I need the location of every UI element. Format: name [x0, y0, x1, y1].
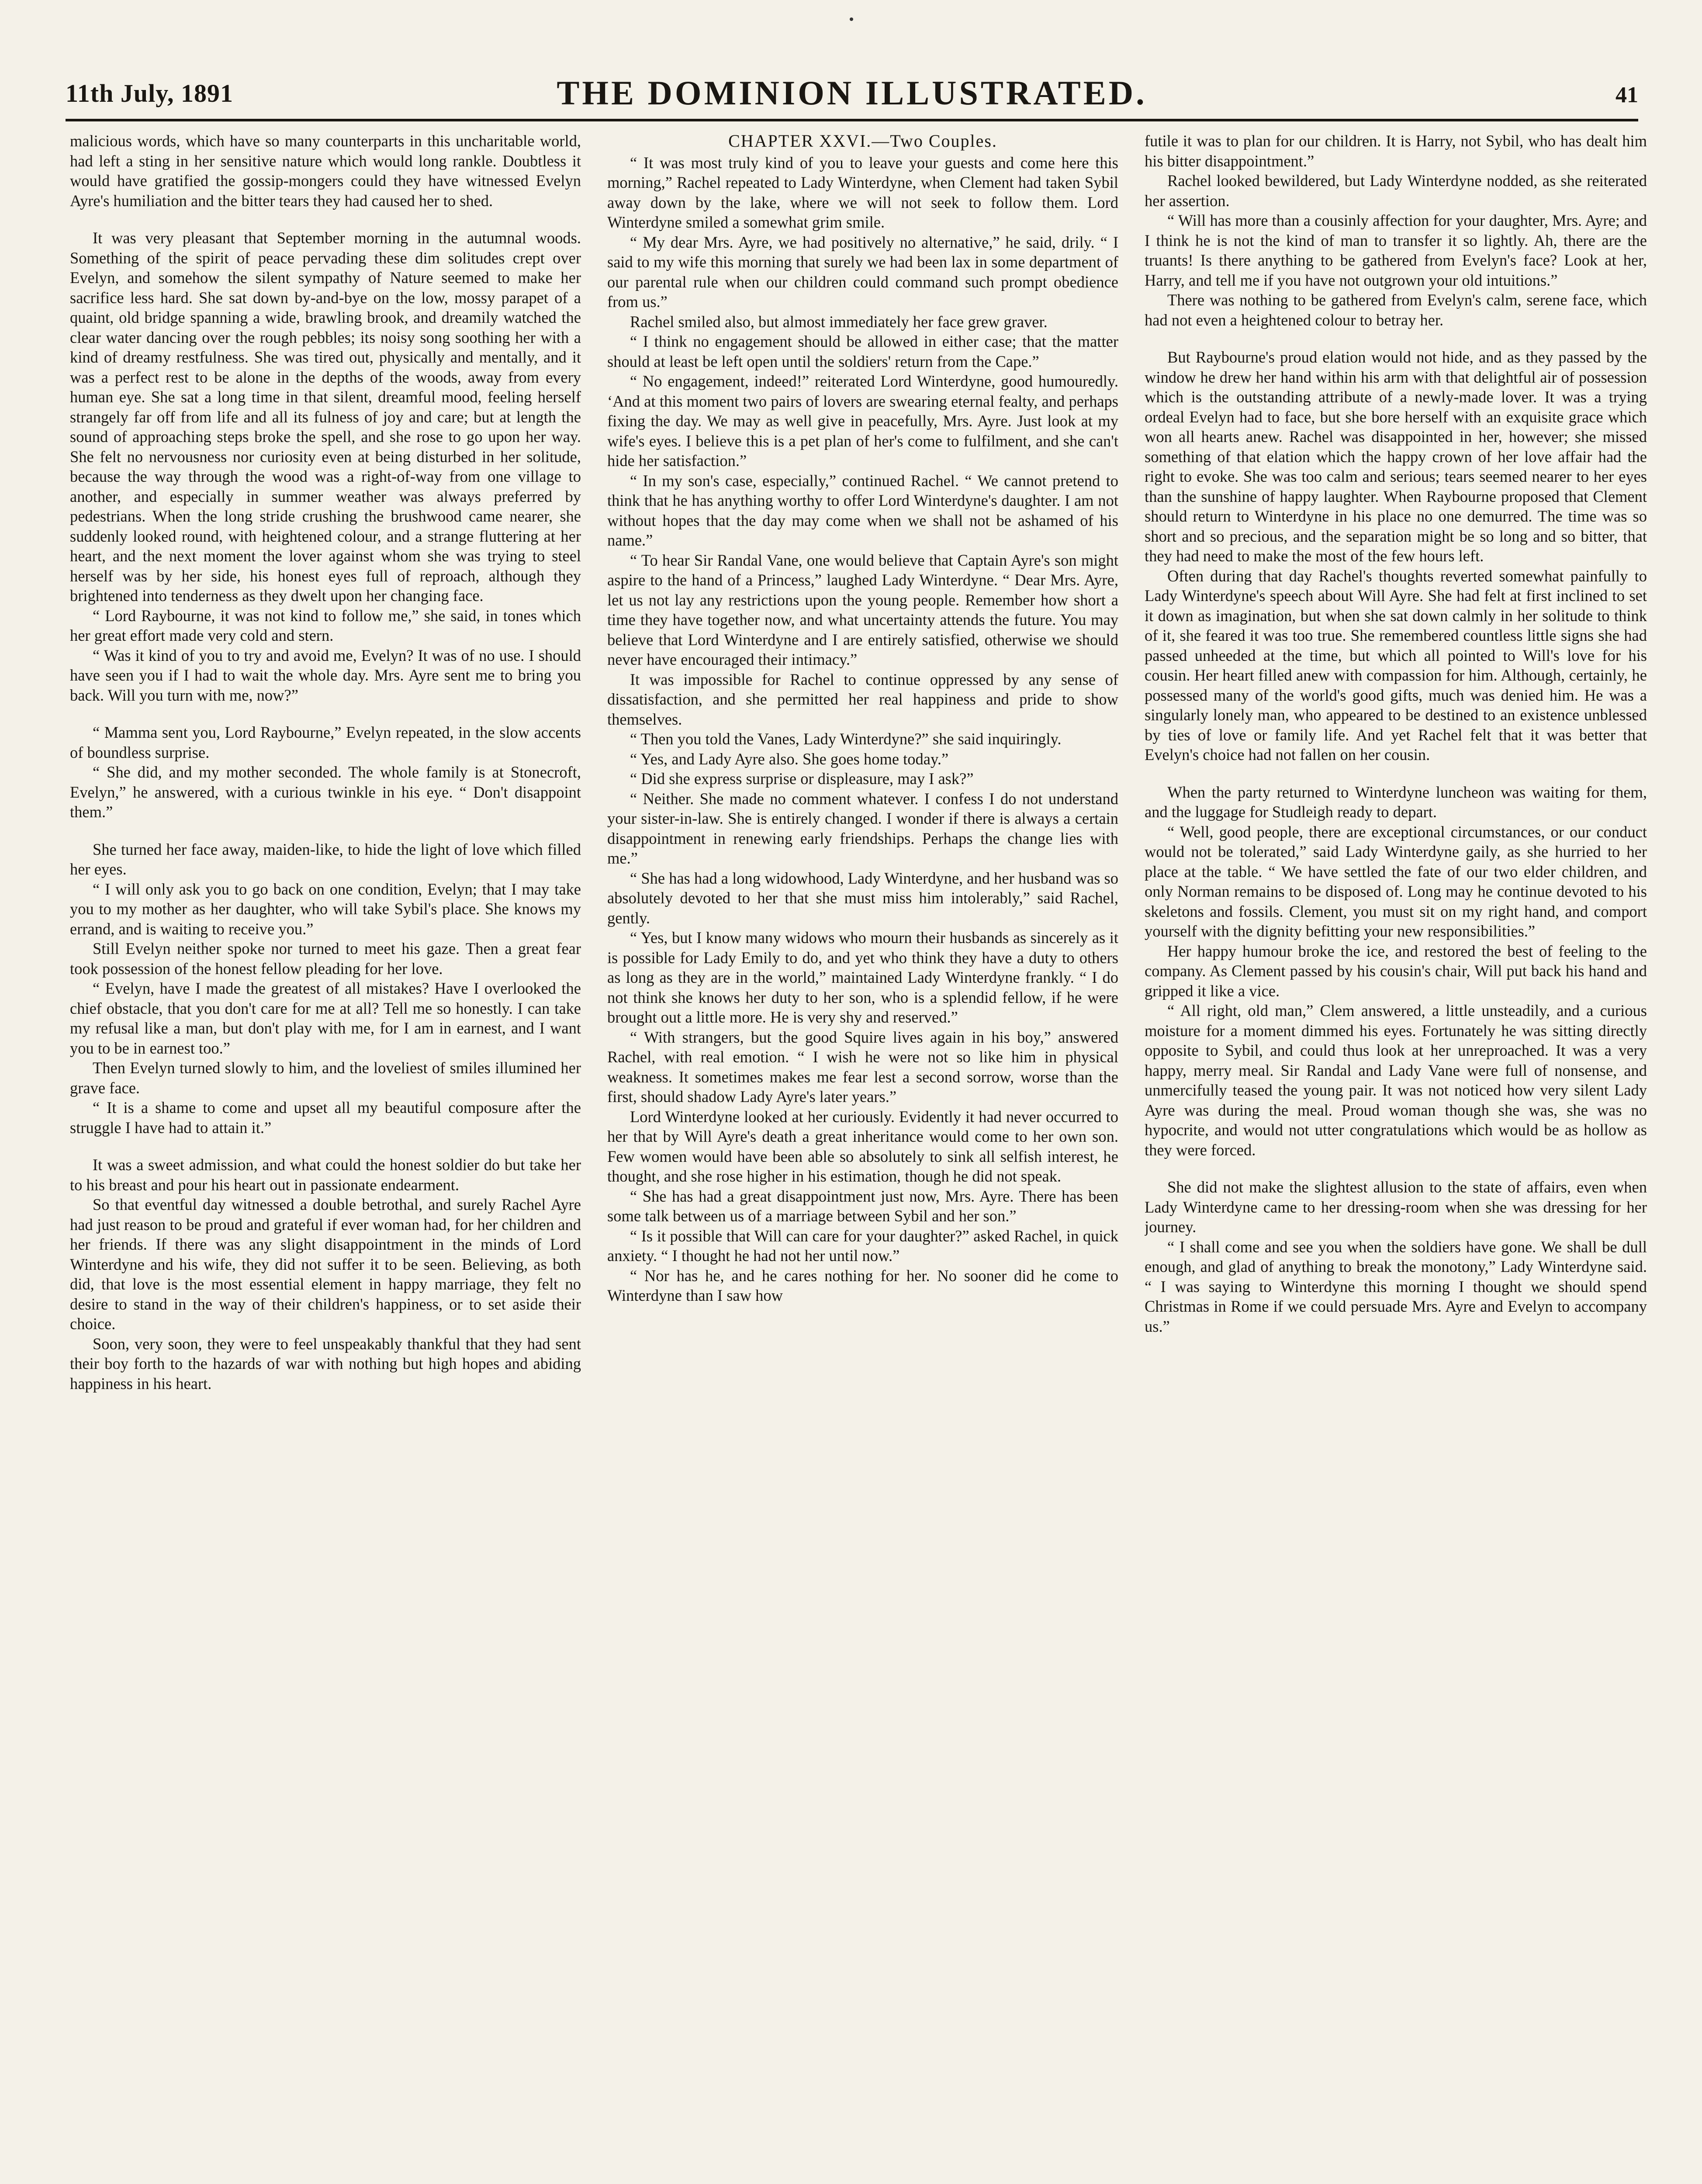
paragraph: “ She has had a long widowhood, Lady Winterdyne, and her husband was so absolutely devoted to her that she must miss him intolerably,” said Rachel, gently. — [607, 869, 1118, 927]
paragraph: “ All right, old man,” Clem answered, a little unsteadily, and a curious moisture for a moment dimmed his eyes. Fortunately he was sitting directly opposite to Sybil, and could thus look at her unreproached. It was a very happy, merry meal. Sir Randal and Lady Vane were full of nonsense, and unmercifully teased the young pair. It was not noticed how very silent Lady Ayre was during the meal. Proud woman though she was, she was no hypocrite, and would not utter congratulations which would be as hollow as they were forced. — [1145, 1002, 1647, 1159]
paragraph: “ Did she express surprise or displeasure, may I ask?” — [630, 770, 974, 788]
paragraph: Her happy humour broke the ice, and restored the best of feeling to the company. As Clement passed by his cousin's chair, Will put back his hand and gripped it like a vice. — [1145, 942, 1647, 1000]
paragraph: “ Will has more than a cousinly affection for your daughter, Mrs. Ayre; and I think he is not the kind of man to transfer it so lightly. Ah, there are the truants! Is there anything to be gathered from Evelyn's face? Look at her, Harry, and tell me if you have not outgrown your old intuitions.” — [1145, 211, 1647, 289]
paragraph: “ Was it kind of you to try and avoid me, Evelyn? It was of no use. I should have seen you if I had to wait the whole day. Mrs. Ayre sent me to bring you back. Will you turn with me, now?” — [70, 646, 581, 704]
paragraph: “ Yes, but I know many widows who mourn their husbands as sincerely as it is possible for Lady Emily to do, and yet who think they have a duty to others as long as they are in the world,” maintained Lady Winterdyne frankly. “ I do not think she knows her duty to her son, who is a splendid fellow, if he were brought out a little more. He is very shy and reserved.” — [607, 929, 1118, 1026]
paragraph: She did not make the slightest allusion to the state of affairs, even when Lady Winterdyne came to her dressing-room when she was dressing for her journey. — [1145, 1178, 1647, 1236]
paragraph: futile it was to plan for our children. It is Harry, not Sybil, who has dealt him his bitter disappointment.” — [1145, 132, 1647, 170]
paragraph: “ It was most truly kind of you to leave your guests and come here this morning,” Rachel repeated to Lady Winterdyne, when Clement had taken Sybil away down by the lake, where we will not seek to follow them. Lord Winterdyne smiled a somewhat grim smile. — [607, 153, 1118, 231]
paragraph: But Raybourne's proud elation would not hide, and as they passed by the window he drew her hand within his arm with that delightful air of possession which is the outstanding attribute of a newly-made lover. It was a trying ordeal Evelyn had to face, but she bore herself with an exquisite grace which won all hearts anew. Rachel was disappointed in her, however; she missed something of that elation which the happy crown of her love affair had the right to evoke. She was too calm and serious; tears seemed nearer to her eyes than the sunshine of happy laughter. When Raybourne proposed that Clement should return to Winterdyne in his place no one demurred. The time was so short and so precious, and the separation might be so long and so bitter, that they had need to make the most of the few hours left. — [1145, 348, 1647, 565]
chapter-heading: CHAPTER XXVI.—Two Couples. — [728, 131, 997, 151]
paragraph: “ She did, and my mother seconded. The whole family is at Stonecroft, Evelyn,” he answered, with a curious twinkle in his eye. “ Don't disappoint them.” — [70, 763, 581, 821]
paragraph: Lord Winterdyne looked at her curiously. Evidently it had never occurred to her that by Will Ayre's death a great inheritance would come to her own son. Few women would have been able so absolutely to sink all selfish interest, he thought, and she rose higher in his estimation, though he did not speak. — [607, 1107, 1118, 1185]
publication-title: THE DOMINION ILLUSTRATED. — [557, 74, 1147, 112]
paragraph: So that eventful day witnessed a double betrothal, and surely Rachel Ayre had just reason to be proud and grateful if ever woman had, for her children and her friends. If there was any slight disappointment in the minds of Lord Winterdyne and his wife, they did not suffer it to be seen. Believing, as both did, that love is the most essential element in happy marriage, they felt no desire to stand in the way of their children's happiness, or to set aside their choice. — [70, 1196, 581, 1333]
paragraph: “ To hear Sir Randal Vane, one would believe that Captain Ayre's son might aspire to the hand of a Princess,” laughed Lady Winterdyne. “ Dear Mrs. Ayre, let us not lay any restrictions upon the young people. Remember how short a time they have together now, and what uncertainty attends the future. You may believe that Lord Winterdyne and I are entirely satisfied, otherwise we should never have encouraged their intimacy.” — [607, 551, 1118, 668]
paragraph: It was a sweet admission, and what could the honest soldier do but take her to his breast and pour his heart out in passionate endearment. — [70, 1156, 581, 1194]
paragraph: “ Yes, and Lady Ayre also. She goes home today.” — [630, 750, 949, 768]
paragraph: malicious words, which have so many counterparts in this uncharitable world, had left a sting in her sensitive nature which would long rankle. Doubtless it would have gratified the gossip-mongers could they have witnessed Evelyn Ayre's humiliation and the bitter tears they had caused her to shed. — [70, 132, 581, 210]
paragraph: When the party returned to Winterdyne luncheon was waiting for them, and the luggage for Studleigh ready to depart. — [1145, 783, 1647, 821]
paragraph: Then Evelyn turned slowly to him, and the loveliest of smiles illumined her grave face. — [70, 1059, 581, 1097]
paragraph: “ Mamma sent you, Lord Raybourne,” Evelyn repeated, in the slow accents of boundless surprise. — [70, 723, 581, 761]
paragraph: Often during that day Rachel's thoughts reverted somewhat painfully to Lady Winterdyne's speech about Will Ayre. She had felt at first inclined to set it down as imagination, but when she sat down calmly in her solitude to think of it, she feared it was too true. She remembered countless little signs she had passed unheeded at the time, but which all pointed to Will's love for his cousin. Her heart filled anew with compassion for him. Although, certainly, he possessed many of the world's good gifts, much was denied him. He was a singularly lonely man, who appeared to be destined to an existence unblessed by ties of love or family life. And yet Rachel felt that it was better that Evelyn's choice had not fallen on her cousin. — [1145, 567, 1647, 764]
paragraph: “ Evelyn, have I made the greatest of all mistakes? Have I overlooked the chief obstacle, that you don't care for me at all? Tell me so honestly. I can take my refusal like a man, but don't play with me, for I am in earnest, and I want you to be in earnest too.” — [70, 979, 581, 1057]
paragraph: “ Nor has he, and he cares nothing for her. No sooner did he come to Winterdyne than I saw how — [607, 1266, 1118, 1304]
paragraph: “ It is a shame to come and upset all my beautiful composure after the struggle I have had to attain it.” — [70, 1099, 581, 1137]
text-column-3 — [1145, 131, 1647, 2184]
paragraph: “ No engagement, indeed!” reiterated Lord Winterdyne, good humouredly. ‘And at this moment two pairs of lovers are swearing eternal fealty, and perhaps fixing the day. We may as well give in peacefully, Mrs. Ayre. Just look at my wife's eyes. I believe this is a pet plan of her's come to fulfilment, and she can't hide her satisfaction.” — [607, 372, 1118, 470]
paragraph: “ Well, good people, there are exceptional circumstances, or our conduct would not be tolerated,” said Lady Winterdyne gaily, as she hurried to her place at the table. “ We have settled the fate of our two elder children, and only Norman remains to be disposed of. Long may he continue devoted to his skeletons and fossils. Clement, you must sit on my right hand, and comport yourself with the dignity befitting your new responsibilities.” — [1145, 822, 1647, 940]
paragraph: “ I shall come and see you when the soldiers have gone. We shall be dull enough, and glad of anything to break the monotony,” Lady Winterdyne said. “ I was saying to Winterdyne this morning I thought we should spend Christmas in Rome if we could persuade Mrs. Ayre and Evelyn to accompany us.” — [1145, 1237, 1647, 1335]
paragraph: She turned her face away, maiden-like, to hide the light of love which filled her eyes. — [70, 840, 581, 878]
text-column-2 — [607, 131, 1118, 2184]
paragraph: “ I will only ask you to go back on one condition, Evelyn; that I may take you to my mother as her daughter, who will take Sybil's place. She knows my errand, and is waiting to receive you.” — [70, 880, 581, 938]
paragraph: It was impossible for Rachel to continue oppressed by any sense of dissatisfaction, and she permitted her real happiness and pride to show themselves. — [607, 670, 1118, 728]
paragraph: “ Lord Raybourne, it was not kind to follow me,” she said, in tones which her great effort made very cold and stern. — [70, 606, 581, 644]
paragraph: “ In my son's case, especially,” continued Rachel. “ We cannot pretend to think that he has anything worthy to offer Lord Winterdyne's daughter. I am not without hopes that the day may come when we shall not be ashamed of his name.” — [607, 471, 1118, 549]
paragraph: There was nothing to be gathered from Evelyn's calm, serene face, which had not even a heightened colour to betray her. — [1145, 291, 1647, 329]
paragraph: “ Is it possible that Will can care for your daughter?” asked Rachel, in quick anxiety. “ I thought he had not her until now.” — [607, 1227, 1118, 1265]
paragraph: It was very pleasant that September morning in the autumnal woods. Something of the spirit of peace pervading these dim solitudes crept over Evelyn, and somehow the silent sympathy of Nature seemed to make her sacrifice less hard. She sat down by-and-bye on the low, mossy parapet of a quaint, old bridge spanning a wide, brawling brook, and dreamily watched the clear water dancing over the rough pebbles; its noisy song soothing her with a kind of dreamy restfulness. She was tired out, physically and mentally, and it was a perfect rest to be alone in the depths of the woods, away from every human eye. She sat a long time in that silent, dreamful mood, feeling herself strangely far off from life and all its fulness of joy and care; but at length the sound of approaching steps broke the spell, and she rose to go upon her way. She felt no nervousness nor curiosity even at being disturbed in her solitude, because the way through the wood was a right-of-way from one village to another, and especially in summer weather was always preferred by pedestrians. When the long stride crushing the brushwood came nearer, she suddenly looked round, with heightened colour, and a strange fluttering at her heart, and the next moment the lover against whom she was trying to steel herself was by her side, his honest eyes full of reproach, although they brightened into tenderness as they dwelt upon her changing face. — [70, 229, 581, 605]
paragraph: Rachel smiled also, but almost immediately her face grew graver. — [630, 312, 1048, 331]
paragraph: “ Neither. She made no comment whatever. I confess I do not understand your sister-in-law. She is entirely changed. I wonder if there is always a certain disappointment in renewing early friendships. Perhaps the change lies with me.” — [607, 789, 1118, 867]
paragraph: “ Then you told the Vanes, Lady Winterdyne?” she said inquiringly. — [630, 730, 1062, 748]
text-column-1 — [70, 131, 581, 2184]
paragraph: Soon, very soon, they were to feel unspeakably thankful that they had sent their boy forth to the hazards of war with nothing but high hopes and abiding happiness in his heart. — [70, 1334, 581, 1393]
paragraph: “ With strangers, but the good Squire lives again in his boy,” answered Rachel, with real emotion. “ I wish he were not so like him in physical weakness. It sometimes makes me fear lest a second sorrow, worse than the first, should shadow Lady Ayre's later years.” — [607, 1028, 1118, 1106]
page-number: 41 — [1616, 83, 1638, 107]
paragraph: “ My dear Mrs. Ayre, we had positively no alternative,” he said, drily. “ I said to my wife this morning that surely we had been lax in some department of our parental rule when our children could command such prompt obedience from us.” — [607, 233, 1118, 311]
paragraph: Still Evelyn neither spoke nor turned to meet his gaze. Then a great fear took possession of the honest fellow pleading for her love. — [70, 940, 581, 978]
masthead — [66, 70, 1638, 118]
printer-mark — [850, 17, 853, 21]
issue-date: 11th July, 1891 — [66, 79, 234, 107]
paragraph: Rachel looked bewildered, but Lady Winterdyne nodded, as she reiterated her assertion. — [1145, 172, 1647, 210]
paragraph: “ She has had a great disappointment just now, Mrs. Ayre. There has been some talk between us of a marriage between Sybil and her son.” — [607, 1187, 1118, 1225]
header-rule — [66, 119, 1638, 121]
paragraph: “ I think no engagement should be allowed in either case; that the matter should at least be left open until the soldiers' return from the Cape.” — [607, 332, 1118, 370]
